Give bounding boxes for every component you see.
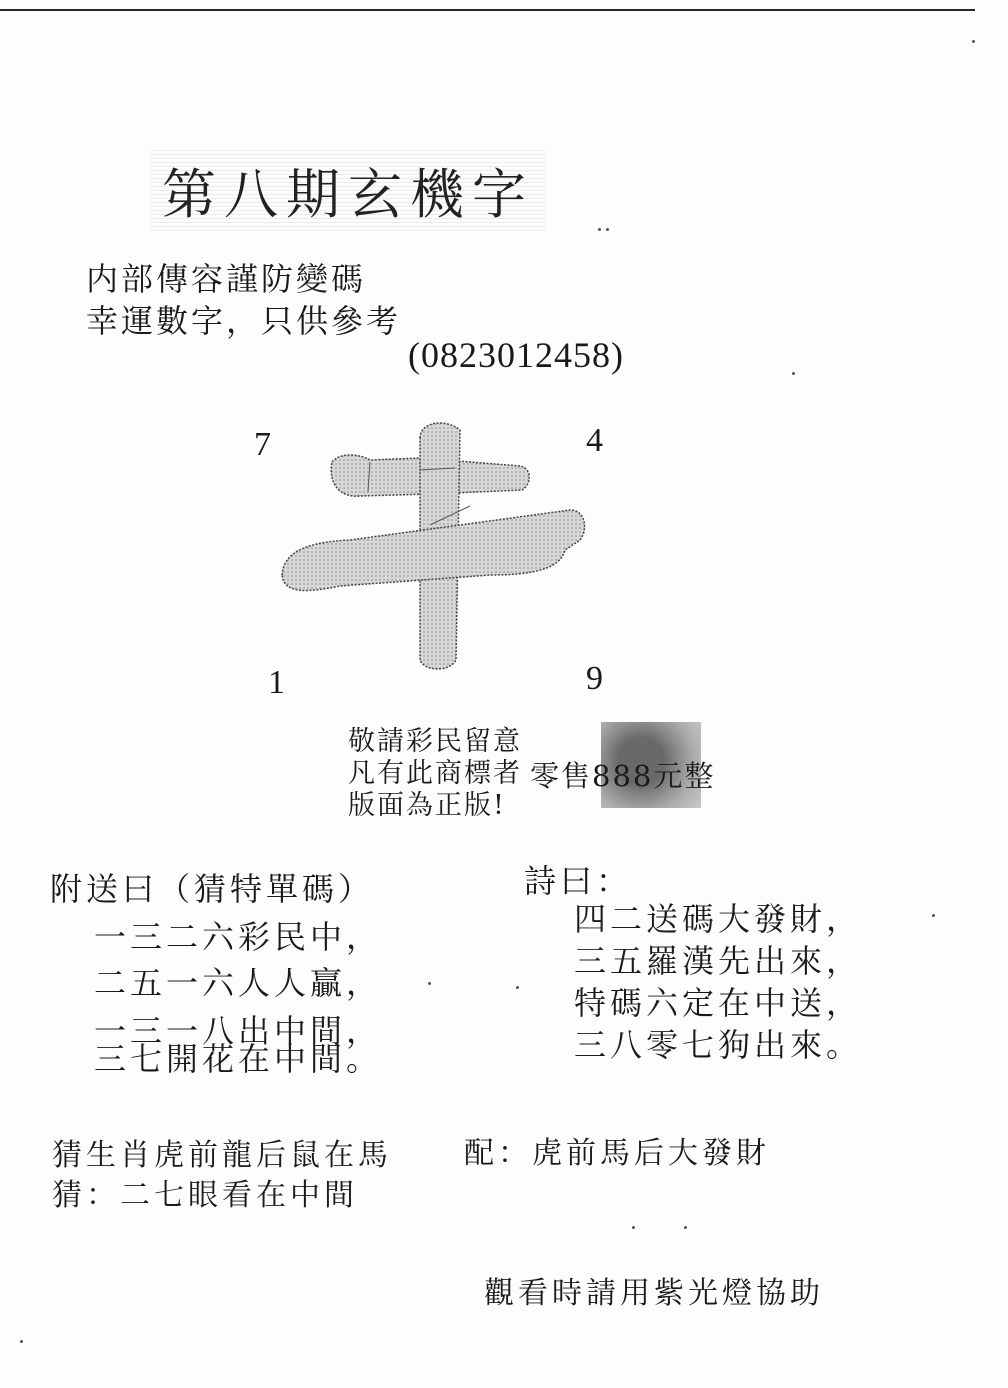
attachment-line-2: 二五一六人人贏， xyxy=(94,964,383,1002)
corner-number-top-right: 4 xyxy=(586,422,603,459)
attachment-line-3: 一三一八出中間， xyxy=(94,1012,383,1050)
retail-price: 零售888元整 xyxy=(530,759,716,793)
notice-line-1: 敬請彩民留意 xyxy=(348,726,522,757)
attachment-heading: 附送曰（猜特單碼） xyxy=(50,870,375,908)
poem-line-2: 三五羅漢先出來， xyxy=(574,942,863,980)
scan-speck xyxy=(972,40,975,43)
footer-note: 觀看時請用紫光燈協助 xyxy=(484,1276,824,1311)
scan-speck xyxy=(792,372,795,375)
intro-line-1: 内部傳容謹防變碼 xyxy=(86,260,367,298)
corner-number-top-left: 7 xyxy=(254,426,271,463)
attachment-line-1: 一三二六彩民中， xyxy=(94,918,383,956)
scan-speck xyxy=(20,1340,23,1343)
guess-pairing: 配：虎前馬后大發財 xyxy=(464,1136,770,1171)
ox-glyph-shape xyxy=(282,423,585,669)
scan-speck xyxy=(684,1226,687,1229)
poem-line-4: 三八零七狗出來。 xyxy=(574,1026,863,1064)
top-border-line xyxy=(0,9,975,11)
scan-speck xyxy=(516,986,519,989)
scan-speck xyxy=(606,228,609,231)
scan-speck xyxy=(598,228,601,231)
scan-speck xyxy=(632,1226,635,1229)
corner-number-bottom-left: 1 xyxy=(268,664,285,701)
lucky-numbers: (0823012458) xyxy=(408,335,624,375)
scan-speck xyxy=(932,914,935,917)
guess-line-1: 猜生肖虎前龍后鼠在馬 xyxy=(52,1138,392,1173)
ox-character-graphic xyxy=(270,410,600,680)
corner-number-bottom-right: 9 xyxy=(586,660,603,697)
scan-speck xyxy=(428,982,431,985)
poem-line-1: 四二送碼大發財， xyxy=(574,900,863,938)
guess-line-2: 猜：二七眼看在中間 xyxy=(52,1178,358,1213)
notice-line-2: 凡有此商標者 xyxy=(348,758,522,789)
intro-line-2: 幸運數字，只供參考 xyxy=(86,302,402,340)
poem-heading: 詩曰： xyxy=(524,862,633,900)
page-title: 第八期玄機字 xyxy=(150,150,546,231)
notice-line-3: 版面為正版! xyxy=(348,790,506,821)
attachment-line-4: 三七開花在中間。 xyxy=(94,1040,383,1078)
poem-line-3: 特碼六定在中送， xyxy=(574,984,863,1022)
